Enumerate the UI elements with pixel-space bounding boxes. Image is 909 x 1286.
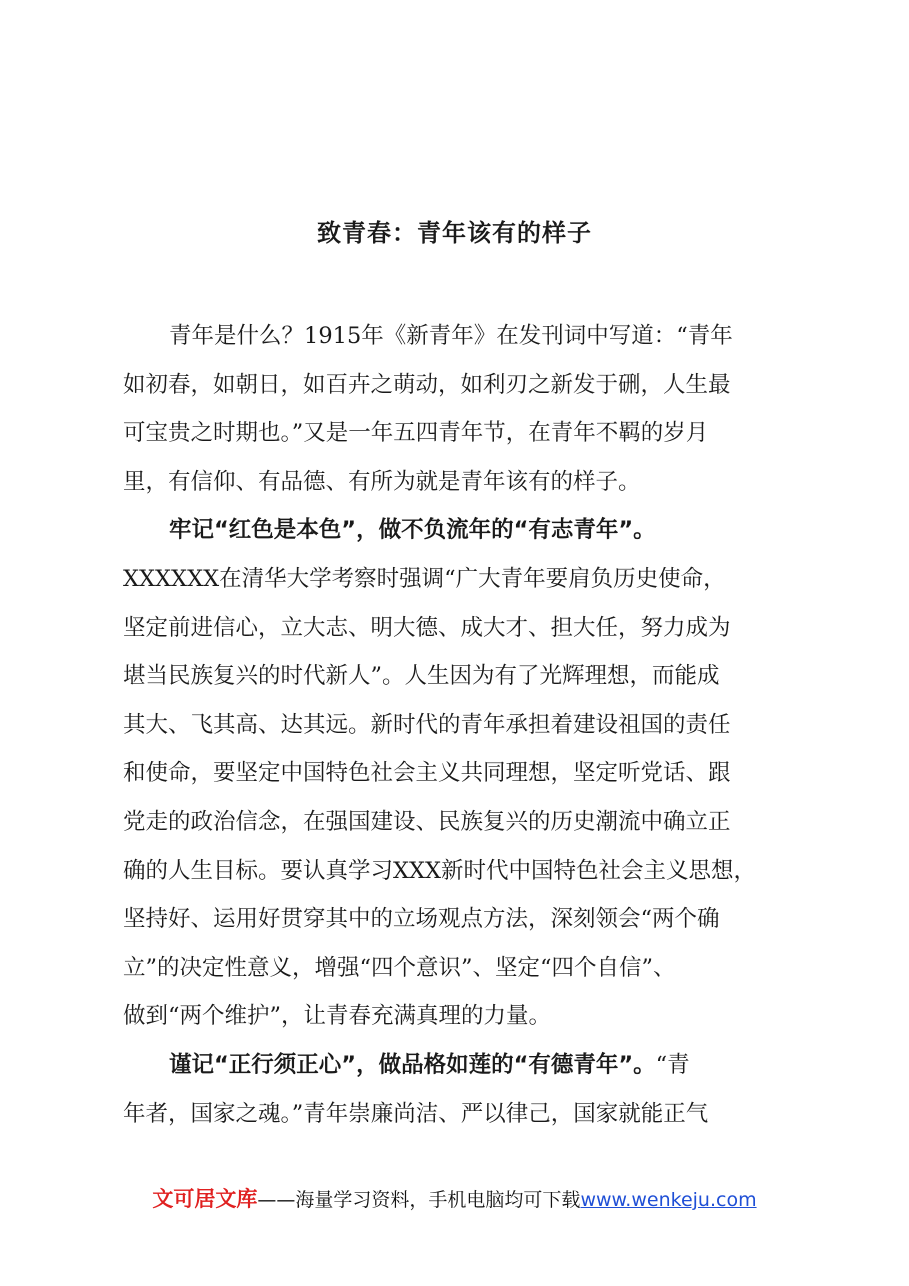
body-text bbox=[123, 312, 785, 1138]
text-line bbox=[123, 992, 785, 1041]
text-line: XXXXXX在清华大学考察时强调“广大青年要肩负历史使命， bbox=[123, 565, 726, 592]
text-line bbox=[123, 506, 785, 555]
text-line: 堪当民族复兴的时代新人”。人生因为有了光辉理想，而能成 bbox=[123, 663, 720, 690]
text-line: 年者，国家之魂。”青年崇廉尚洁、严以律己，国家就能正气 bbox=[123, 1100, 709, 1127]
line-text: 里，有信仰、有品德、有所为就是青年该有的样子。 bbox=[123, 468, 641, 495]
text-line: 可宝贵之时期也。”又是一年五四青年节，在青年不羁的岁月 bbox=[123, 420, 709, 447]
text-line: 确的人生目标。要认真学习XXX新时代中国特色社会主义思想， bbox=[123, 857, 757, 884]
text-line bbox=[123, 458, 785, 507]
page-title: 致青春：青年该有的样子 bbox=[317, 218, 592, 247]
text-line: 其大、飞其高、达其远。新时代的青年承担着建设祖国的责任 bbox=[123, 711, 731, 738]
text-line: 坚持好、运用好贯穿其中的立场观点方法，深刻领会“两个确 bbox=[123, 906, 720, 933]
footer-brand: 文可居文库 bbox=[152, 1187, 258, 1211]
line-text: 做到“两个维护”，让青春充满真理的力量。 bbox=[123, 1003, 552, 1030]
text-line: 立”的决定性意义，增强“四个意识”、坚定“四个自信”、 bbox=[123, 954, 676, 981]
text-line: 青年是什么？1915年《新青年》在发刊词中写道：“青年 bbox=[169, 323, 733, 349]
text-line: 和使命，要坚定中国特色社会主义共同理想，坚定听党话、跟 bbox=[123, 760, 731, 787]
heading-phrase: 牢记“红色是本色”，做不负流年的“有志青年”。 bbox=[169, 517, 656, 544]
footer-slogan: ——海量学习资料，手机电脑均可下载 bbox=[257, 1189, 581, 1211]
text-line: 谨记“正行须正心”，做品格如莲的“有德青年”。“青 bbox=[169, 1051, 690, 1078]
footer-banner bbox=[0, 1183, 909, 1213]
footer-link[interactable]: www.wenkeju.com bbox=[580, 1189, 757, 1211]
text-line: 如初春，如朝日，如百卉之萌动，如利刃之新发于硎，人生最 bbox=[123, 371, 731, 398]
text-line: 党走的政治信念，在强国建设、民族复兴的历史潮流中确立正 bbox=[123, 808, 731, 835]
text-line: 坚定前进信心，立大志、明大德、成大才、担大任，努力成为 bbox=[123, 614, 731, 641]
